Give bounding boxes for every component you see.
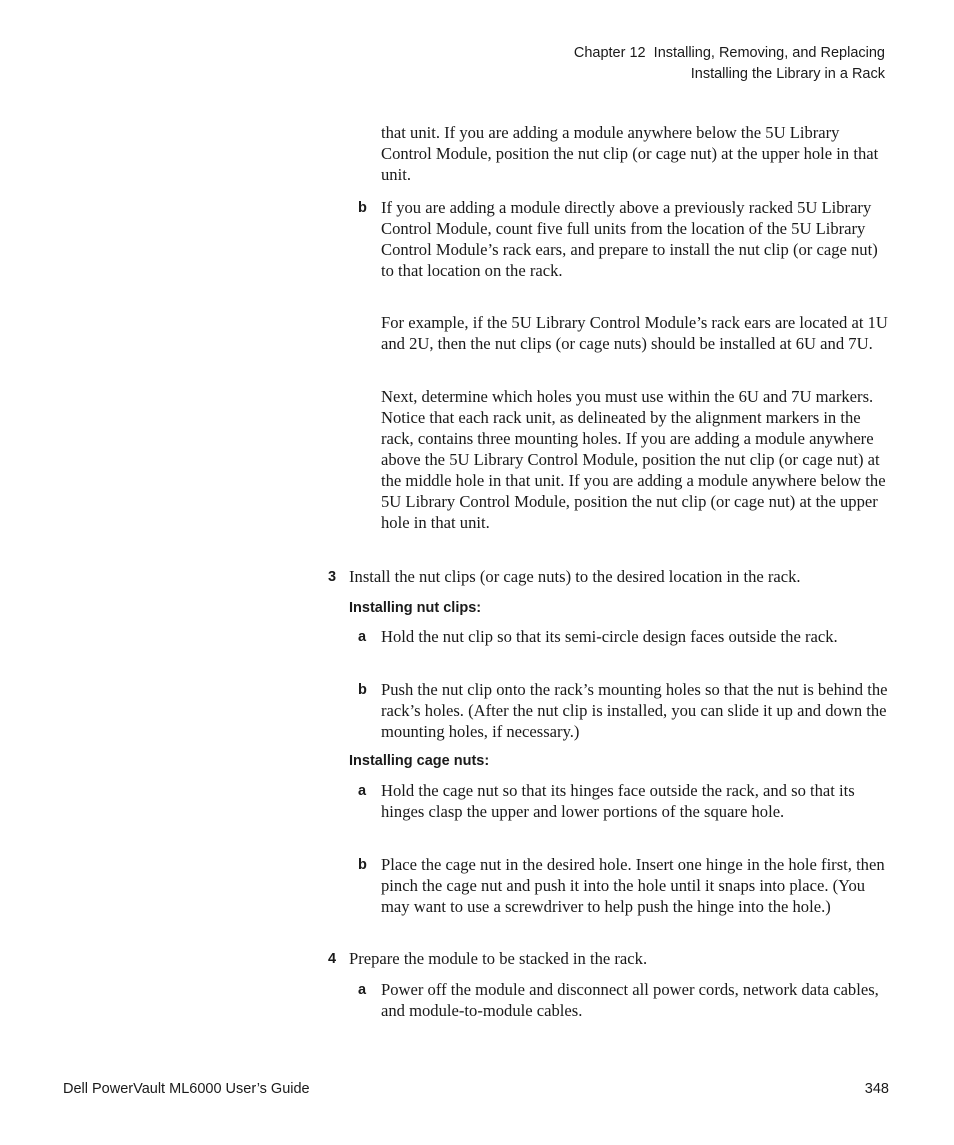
chapter-title: Chapter 12 Installing, Removing, and Replacing	[573, 45, 885, 61]
example-paragraph: For example, if the 5U Library Control Module’s rack ears are located at 1U and 2U, then the nut clips (or cage nuts) should be installed at 6U and 7U.	[381, 313, 888, 353]
list-marker: b	[358, 857, 367, 873]
next-paragraph: Next, determine which holes you must use within the 6U and 7U markers. Notice that each rack unit, as delineated by the alignment markers in the rack, contains three mounting holes. If you are adding a module anywhere above the 5U Library Control Module, position the nut clip (or cage nut) at the middle hole in that unit. If you are adding a module anywhere below the 5U Library Control Module, position the nut clip (or cage nut) at the upper hole in that unit.	[381, 387, 886, 532]
step-text: Prepare the module to be stacked in the rack.	[349, 949, 648, 968]
step-number: 3	[328, 569, 337, 585]
section-title: Installing the Library in a Rack	[690, 66, 885, 82]
list-marker: b	[358, 682, 367, 698]
step-text: Install the nut clips (or cage nuts) to the desired location in the rack.	[349, 567, 801, 586]
list-item-text: If you are adding a module directly above a previously racked 5U Library Control Module, count five full units from the location of the 5U Library Control Module’s rack ears, and prepare to install the nut clip (or cage nut) to that location on the rack.	[381, 198, 878, 280]
list-marker: a	[358, 783, 367, 799]
step-number: 4	[328, 951, 337, 967]
list-item-text: Hold the nut clip so that its semi-circle design faces outside the rack.	[381, 627, 838, 646]
footer-title: Dell PowerVault ML6000 User’s Guide	[63, 1081, 310, 1097]
page-header	[574, 43, 885, 85]
list-marker: a	[358, 982, 367, 998]
continuation-paragraph: that unit. If you are adding a module anywhere below the 5U Library Control Module, position the nut clip (or cage nut) at the upper hole in that unit.	[381, 123, 879, 184]
page-number: 348	[864, 1081, 889, 1097]
list-item-text: Place the cage nut in the desired hole. Insert one hinge in the hole first, then pinch the cage nut and push it into the hole until it snaps into place. (You may want to use a screwdriver to help push the hinge into the hole.)	[381, 855, 885, 916]
subheading-nut-clips: Installing nut clips:	[349, 600, 482, 616]
subheading-cage-nuts: Installing cage nuts:	[349, 753, 490, 769]
list-item-text: Hold the cage nut so that its hinges face outside the rack, and so that its hinges clasp the upper and lower portions of the square hole.	[381, 781, 855, 821]
list-item-text: Power off the module and disconnect all power cords, network data cables, and module-to-module cables.	[381, 980, 879, 1020]
list-marker: b	[358, 200, 367, 216]
list-marker: a	[358, 629, 367, 645]
list-item-text: Push the nut clip onto the rack’s mounting holes so that the nut is behind the rack’s holes. (After the nut clip is installed, you can slide it up and down the mounting holes, if necessary.)	[381, 680, 888, 741]
